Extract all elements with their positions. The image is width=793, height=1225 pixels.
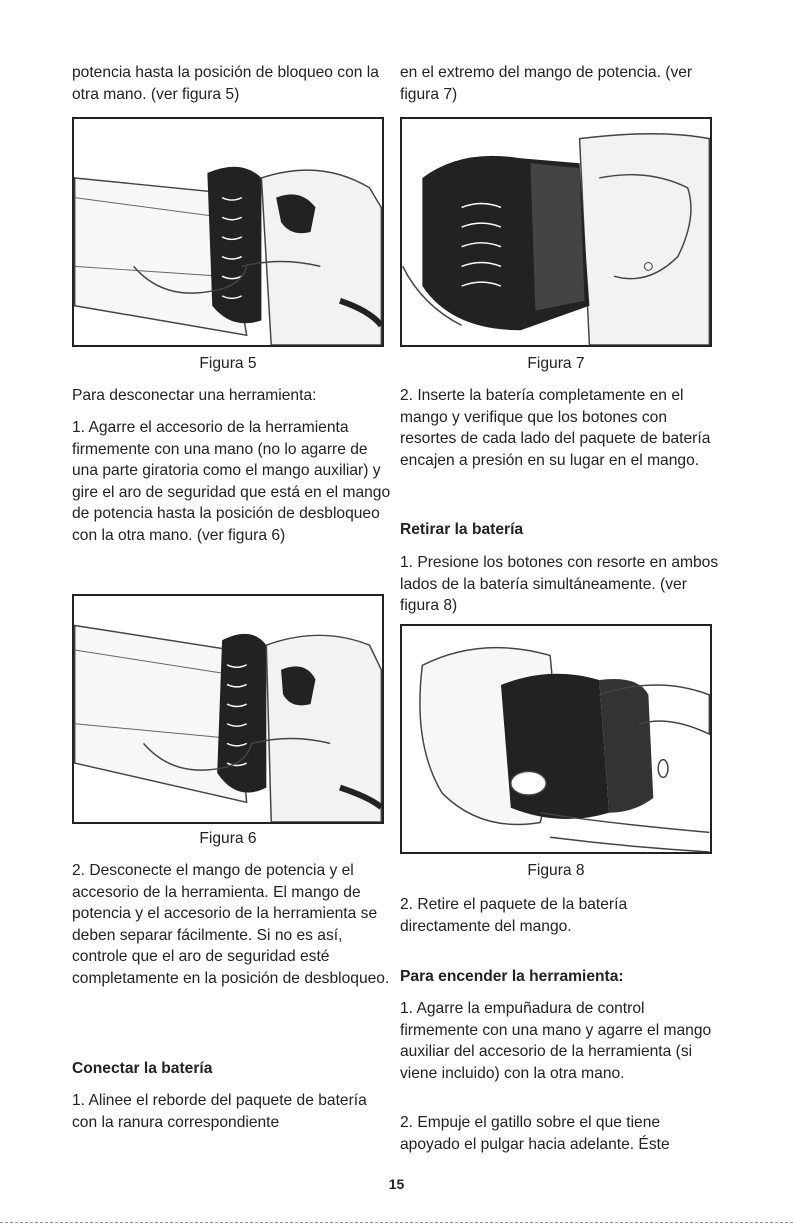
paragraph-continuation: en el extremo del mango de potencia. (ver figura 7)	[400, 64, 693, 103]
figure-8-illustration	[400, 624, 712, 854]
section-heading: Conectar la batería	[72, 1060, 213, 1077]
battery-insert-illustration	[402, 119, 710, 345]
hand-locking-ring-illustration	[74, 119, 382, 345]
section-intro: Para desconectar una herramienta:	[72, 387, 317, 404]
hand-unlocking-ring-illustration	[74, 596, 382, 822]
step-paragraph: 1. Agarre el accesorio de la herramienta firmemente con una mano (no lo agarre de una parte giratoria como el mango auxiliar) y gire el aro de seguridad que está en el mango de potencia hasta la posición de desbloqueo con la otra mano. (ver figura 6)	[72, 419, 391, 544]
step-paragraph: 2. Empuje el gatillo sobre el que tiene apoyado el pulgar hacia adelante. Éste	[400, 1114, 670, 1153]
step-paragraph: 2. Retire el paquete de la batería directamente del mango.	[400, 896, 628, 935]
step-paragraph: 1. Presione los botones con resorte en ambos lados de la batería simultáneamente. (ver figura 8)	[400, 554, 719, 615]
page-bottom-rule	[0, 1222, 793, 1223]
section-heading: Retirar la batería	[400, 521, 524, 538]
figure-6-illustration	[72, 594, 384, 824]
figure-7-illustration	[400, 117, 712, 347]
battery-remove-illustration	[402, 626, 710, 852]
paragraph-continuation: potencia hasta la posición de bloqueo con la otra mano. (ver figura 5)	[72, 64, 379, 103]
figure-7-caption: Figura 7	[527, 355, 585, 372]
step-paragraph: 2. Inserte la batería completamente en el mango y verifique que los botones con resortes de cada lado del paquete de batería encajen a presión en su lugar en el mango.	[400, 387, 711, 469]
step-paragraph: 2. Desconecte el mango de potencia y el accesorio de la herramienta. El mango de potencia y el accesorio de la herramienta se deben separar fácilmente. Si no es así, controle que el aro de seguridad esté completamente en la posición de desbloqueo.	[72, 862, 390, 987]
figure-6-caption: Figura 6	[199, 830, 257, 847]
figure-5-illustration	[72, 117, 384, 347]
page-number: 15	[388, 1176, 405, 1192]
figure-8-caption: Figura 8	[527, 862, 585, 879]
section-heading: Para encender la herramienta:	[400, 968, 624, 985]
figure-5-caption: Figura 5	[199, 355, 257, 372]
step-paragraph: 1. Alinee el reborde del paquete de batería con la ranura correspondiente	[72, 1092, 367, 1131]
step-paragraph: 1. Agarre la empuñadura de control firmemente con una mano y agarre el mango auxiliar del accesorio de la herramienta (si viene incluido) con la otra mano.	[400, 1000, 712, 1082]
